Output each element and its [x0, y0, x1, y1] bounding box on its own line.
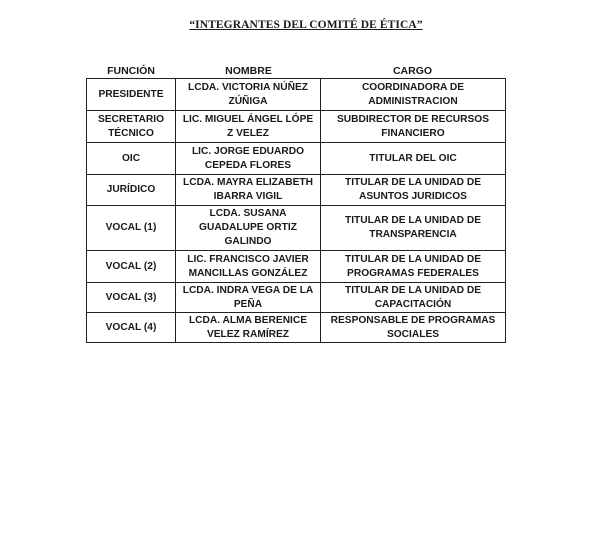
- column-header-nombre: NOMBRE: [225, 65, 272, 77]
- cell-funcion: VOCAL (4): [87, 313, 176, 343]
- cell-nombre: LIC. MIGUEL ÁNGEL LÓPE Z VELEZ: [176, 111, 321, 143]
- cell-funcion: OIC: [87, 143, 176, 175]
- cell-nombre: LCDA. INDRA VEGA DE LA PEÑA: [176, 283, 321, 313]
- page-title: “INTEGRANTES DEL COMITÉ DE ÉTICA”: [189, 19, 423, 31]
- cell-nombre: LIC. JORGE EDUARDO CEPEDA FLORES: [176, 143, 321, 175]
- cell-nombre: LIC. FRANCISCO JAVIER MANCILLAS GONZÁLEZ: [176, 251, 321, 283]
- table-row: [87, 175, 506, 206]
- cell-cargo: TITULAR DEL OIC: [321, 143, 506, 175]
- table-row: [87, 111, 506, 143]
- cell-nombre: LCDA. VICTORIA NÚÑEZ ZÚÑIGA: [176, 79, 321, 111]
- cell-funcion: VOCAL (1): [87, 206, 176, 251]
- cell-nombre: LCDA. MAYRA ELIZABETH IBARRA VIGIL: [176, 175, 321, 206]
- cell-cargo: RESPONSABLE DE PROGRAMAS SOCIALES: [321, 313, 506, 343]
- cell-funcion: VOCAL (3): [87, 283, 176, 313]
- cell-cargo: TITULAR DE LA UNIDAD DE TRANSPARENCIA: [321, 206, 506, 251]
- cell-cargo: SUBDIRECTOR DE RECURSOS FINANCIERO: [321, 111, 506, 143]
- column-header-cargo: CARGO: [392, 65, 433, 77]
- table-row: [87, 283, 506, 313]
- cell-cargo: TITULAR DE LA UNIDAD DE CAPACITACIÓN: [321, 283, 506, 313]
- cell-funcion: SECRETARIO TÉCNICO: [87, 111, 176, 143]
- column-header-funcion: FUNCIÓN: [107, 65, 155, 77]
- table-row: [87, 206, 506, 251]
- committee-members-table: [86, 78, 506, 343]
- table-row: [87, 313, 506, 343]
- cell-funcion: PRESIDENTE: [87, 79, 176, 111]
- table-row: [87, 251, 506, 283]
- cell-cargo: TITULAR DE LA UNIDAD DE ASUNTOS JURIDICOS: [321, 175, 506, 206]
- cell-cargo: TITULAR DE LA UNIDAD DE PROGRAMAS FEDERALES: [321, 251, 506, 283]
- table-header: [86, 65, 506, 78]
- cell-nombre: LCDA. ALMA BERENICE VELEZ RAMÍREZ: [176, 313, 321, 343]
- cell-nombre: LCDA. SUSANA GUADALUPE ORTIZ GALINDO: [176, 206, 321, 251]
- cell-funcion: JURÍDICO: [87, 175, 176, 206]
- cell-funcion: VOCAL (2): [87, 251, 176, 283]
- table-row: [87, 143, 506, 175]
- cell-cargo: COORDINADORA DE ADMINISTRACION: [321, 79, 506, 111]
- table-row: [87, 79, 506, 111]
